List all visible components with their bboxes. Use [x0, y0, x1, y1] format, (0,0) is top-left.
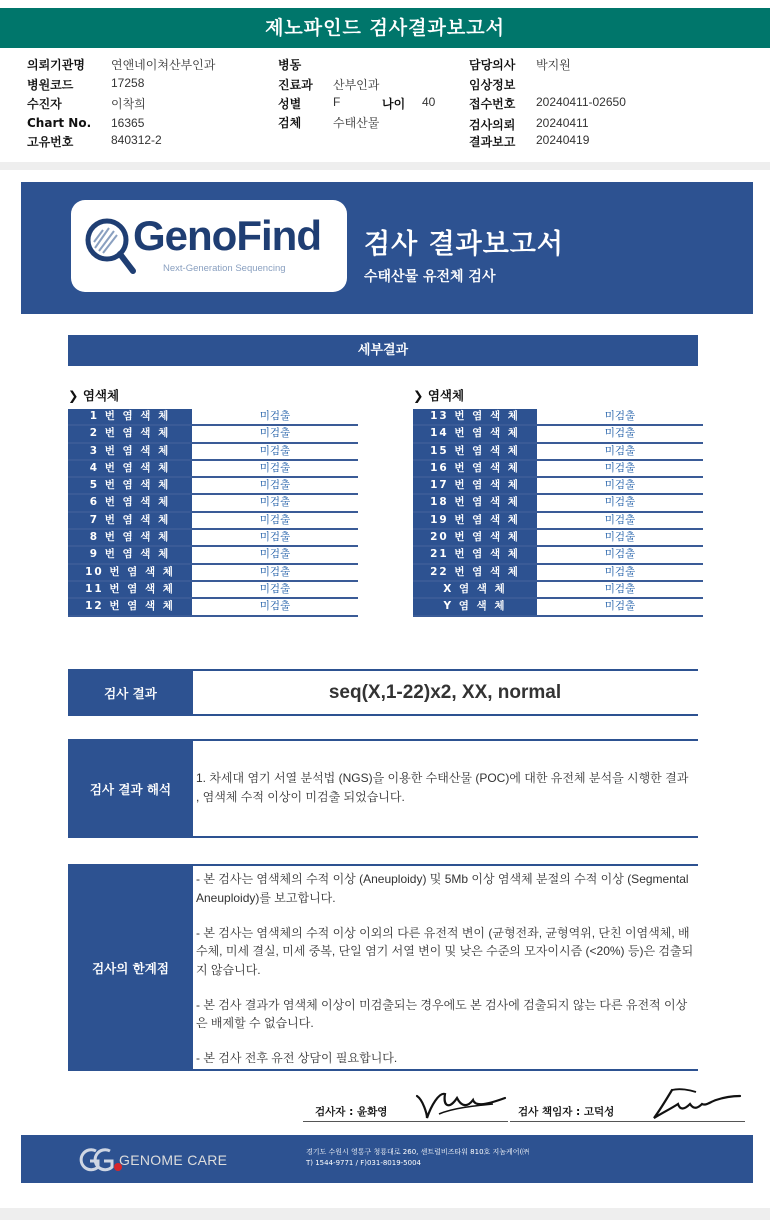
receipt-label: 접수번호: [469, 97, 516, 111]
section-divider: [0, 162, 770, 170]
footer-address: 경기도 수원시 영통구 청룡대로 260, 센트럴비즈타워 810호 지놈케어(㈜: [306, 1148, 530, 1156]
chromosome-result: 미검출: [604, 565, 636, 578]
chromosome-row: [68, 530, 358, 547]
request-label: 검사의뢰: [469, 118, 516, 132]
limitation-item: - 본 검사 결과가 염색체 이상이 미검출되는 경우에도 본 검사에 검출되지 않는 다른 유전적 이상은 배제할 수 없습니다.: [196, 997, 688, 1030]
chevron-right-icon: ❯: [413, 388, 428, 403]
interpretation-section: [68, 739, 698, 838]
test-result-value: seq(X,1-22)x2, XX, normal: [328, 682, 562, 703]
report-title: 제노파인드 검사결과보고서: [265, 17, 505, 39]
detail-results-title: 세부결과: [357, 343, 409, 358]
chromosome-row: [413, 409, 703, 426]
chromosome-label: 2 번 염 색 체: [68, 426, 192, 441]
specimen-value: 수태산물: [333, 116, 380, 130]
receipt-value: 20240411-02650: [536, 95, 626, 109]
chart-no-label: Chart No.: [27, 116, 92, 130]
doctor-label: 담당의사: [469, 58, 516, 72]
unique-no-value: 840312-2: [111, 133, 162, 147]
chromosome-row: [413, 444, 703, 461]
limitation-item: - 본 검사는 염색체의 수적 이상 이외의 다른 유전적 변이 (균형전좌, 균형역위, 단친 이염색체, 배수체, 미세 결실, 미세 중복, 단일 염기 서열 변이 및 낮은 수준의 모자이시즘 (<20%) 등)은 검출되지 않습니다.: [196, 925, 694, 977]
chromosome-label: 5 번 염 색 체: [68, 478, 192, 493]
chromosome-label: 20 번 염 색 체: [413, 530, 537, 545]
specimen-label: 검체: [278, 116, 302, 130]
chromosome-row: [413, 530, 703, 547]
chromosome-row: [413, 599, 703, 616]
chromosome-label: 19 번 염 색 체: [413, 513, 537, 528]
recipient-label: 수진자: [27, 97, 62, 111]
report-banner: [21, 182, 753, 314]
report-date-label: 결과보고: [469, 135, 516, 149]
chromosome-result: 미검출: [259, 427, 291, 440]
banner-title: 검사 결과보고서: [364, 229, 564, 260]
patient-info: [0, 54, 770, 150]
recipient-value: 이착희: [111, 97, 146, 111]
chromosome-row: [413, 478, 703, 495]
chromosome-result: 미검출: [259, 600, 291, 613]
report-date-value: 20240419: [536, 133, 590, 147]
chromosome-result: 미검출: [259, 513, 291, 526]
institution-value: 연앤네이쳐산부인과: [111, 58, 216, 72]
chromosome-label: Y 염 색 체: [413, 599, 537, 614]
chromosome-result: 미검출: [604, 444, 636, 457]
chromosome-result: 미검출: [259, 444, 291, 457]
chromosome-list-right: [413, 409, 703, 617]
limitations-label: 검사의 한계점: [68, 866, 193, 1069]
footer-bar: [21, 1135, 753, 1183]
chromosome-row: [68, 513, 358, 530]
chromosome-label: 11 번 염 색 체: [68, 582, 192, 597]
right-column-title: ❯ 염색체: [413, 388, 465, 403]
limitation-item: - 본 검사는 염색체의 수적 이상 (Aneuploidy) 및 5Mb 이상 염색체 분절의 수적 이상 (Segmental Aneuploidy)를 보고합니다.: [196, 872, 689, 905]
limitations-section: [68, 864, 698, 1071]
chromosome-row: [68, 582, 358, 599]
age-value: 40: [422, 95, 436, 109]
chromosome-result: 미검출: [604, 479, 636, 492]
sex-value: F: [333, 95, 341, 109]
chromosome-result: 미검출: [604, 496, 636, 509]
chromosome-row: [68, 599, 358, 616]
chromosome-label: 15 번 염 색 체: [413, 444, 537, 459]
chromosome-label: 12 번 염 색 체: [68, 599, 192, 614]
chromosome-result: 미검출: [604, 531, 636, 544]
logo-wordmark: GenoFind: [133, 212, 321, 259]
test-result-section: [68, 669, 698, 716]
chromosome-label: 10 번 염 색 체: [68, 565, 192, 580]
chromosome-label: 22 번 염 색 체: [413, 565, 537, 580]
interpretation-label: 검사 결과 해석: [68, 741, 193, 836]
footer-brand: GENOME CARE: [119, 1152, 228, 1168]
chromosome-label: 14 번 염 색 체: [413, 426, 537, 441]
genofind-logo: [71, 200, 347, 292]
left-column-title: ❯ 염색체: [68, 388, 120, 403]
chromosome-result: 미검출: [604, 513, 636, 526]
chromosome-row: [68, 444, 358, 461]
director-signature: [650, 1086, 744, 1122]
chromosome-result: 미검출: [259, 531, 291, 544]
hospital-code-value: 17258: [111, 76, 145, 90]
chromosome-label: 17 번 염 색 체: [413, 478, 537, 493]
chromosome-row: [413, 495, 703, 512]
banner-subtitle: 수태산물 유전체 검사: [364, 269, 496, 285]
chart-no-value: 16365: [111, 116, 145, 130]
chromosome-label: 1 번 염 색 체: [68, 409, 192, 424]
footer-phone: T) 1544-9771 / F)031-8019-5004: [306, 1159, 421, 1167]
chromosome-label: 4 번 염 색 체: [68, 461, 192, 476]
chromosome-label: 13 번 염 색 체: [413, 409, 537, 424]
chromosome-label: 8 번 염 색 체: [68, 530, 192, 545]
chromosome-row: [68, 461, 358, 478]
sex-label: 성별: [278, 97, 302, 111]
request-value: 20240411: [536, 116, 589, 130]
chromosome-label: 9 번 염 색 체: [68, 547, 192, 562]
dept-label: 진료과: [278, 78, 313, 92]
magnifier-dna-icon: [81, 216, 139, 278]
chromosome-row: [68, 409, 358, 426]
chevron-right-icon: ❯: [68, 388, 83, 403]
limitation-item: - 본 검사 전후 유전 상담이 필요합니다.: [196, 1051, 398, 1065]
institution-label: 의뢰기관명: [27, 58, 85, 72]
chromosome-label: 18 번 염 색 체: [413, 495, 537, 510]
logo-tagline: Next-Generation Sequencing: [163, 263, 286, 274]
chromosome-result: 미검출: [259, 479, 291, 492]
tester-signature: [413, 1084, 509, 1124]
clinical-label: 임상정보: [469, 78, 516, 92]
chromosome-result: 미검출: [259, 548, 291, 561]
footer-address-block: [306, 1147, 529, 1169]
chromosome-row: [68, 565, 358, 582]
chromosome-result: 미검출: [259, 565, 291, 578]
unique-no-label: 고유번호: [27, 135, 74, 149]
chromosome-row: [68, 478, 358, 495]
chromosome-result: 미검출: [604, 600, 636, 613]
chromosome-row: [413, 513, 703, 530]
director-label: 검사 책임자 : 고덕성: [518, 1106, 615, 1118]
chromosome-row: [68, 426, 358, 443]
report-title-bar: [0, 8, 770, 48]
ward-label: 병동: [278, 58, 302, 72]
detail-results-header: [68, 335, 698, 366]
chromosome-result: 미검출: [259, 582, 291, 595]
test-result-label: 검사 결과: [68, 671, 193, 714]
tester-label: 검사자 : 윤화영: [315, 1106, 388, 1118]
age-label: 나이: [382, 97, 406, 111]
chromosome-list-left: [68, 409, 358, 617]
interpretation-text: 1. 차세대 염기 서열 분석법 (NGS)을 이용한 수태산물 (POC)에 대한 유전체 분석을 시행한 결과 , 염색체 수적 이상이 미검출 되었습니다.: [196, 771, 689, 804]
chromosome-label: 3 번 염 색 체: [68, 444, 192, 459]
page-bottom-strip: [0, 1208, 770, 1220]
chromosome-label: 21 번 염 색 체: [413, 547, 537, 562]
dept-value: 산부인과: [333, 78, 380, 92]
chromosome-label: X 염 색 체: [413, 582, 537, 597]
chromosome-result: 미검출: [259, 496, 291, 509]
limitations-list: [196, 866, 694, 1068]
chromosome-row: [413, 582, 703, 599]
chromosome-row: [68, 495, 358, 512]
chromosome-result: 미검출: [604, 427, 636, 440]
doctor-value: 박지원: [536, 58, 571, 72]
chromosome-label: 6 번 염 색 체: [68, 495, 192, 510]
chromosome-result: 미검출: [604, 461, 636, 474]
chromosome-row: [413, 426, 703, 443]
chromosome-result: 미검출: [604, 410, 636, 422]
chromosome-row: [413, 547, 703, 564]
chromosome-row: [68, 547, 358, 564]
chromosome-row: [413, 565, 703, 582]
chromosome-result: 미검출: [604, 582, 636, 595]
chromosome-result: 미검출: [259, 410, 291, 422]
chromosome-label: 7 번 염 색 체: [68, 513, 192, 528]
chromosome-label: 16 번 염 색 체: [413, 461, 537, 476]
chromosome-result: 미검출: [604, 548, 636, 561]
chromosome-row: [413, 461, 703, 478]
hospital-code-label: 병원코드: [27, 78, 74, 92]
chromosome-result: 미검출: [259, 461, 291, 474]
